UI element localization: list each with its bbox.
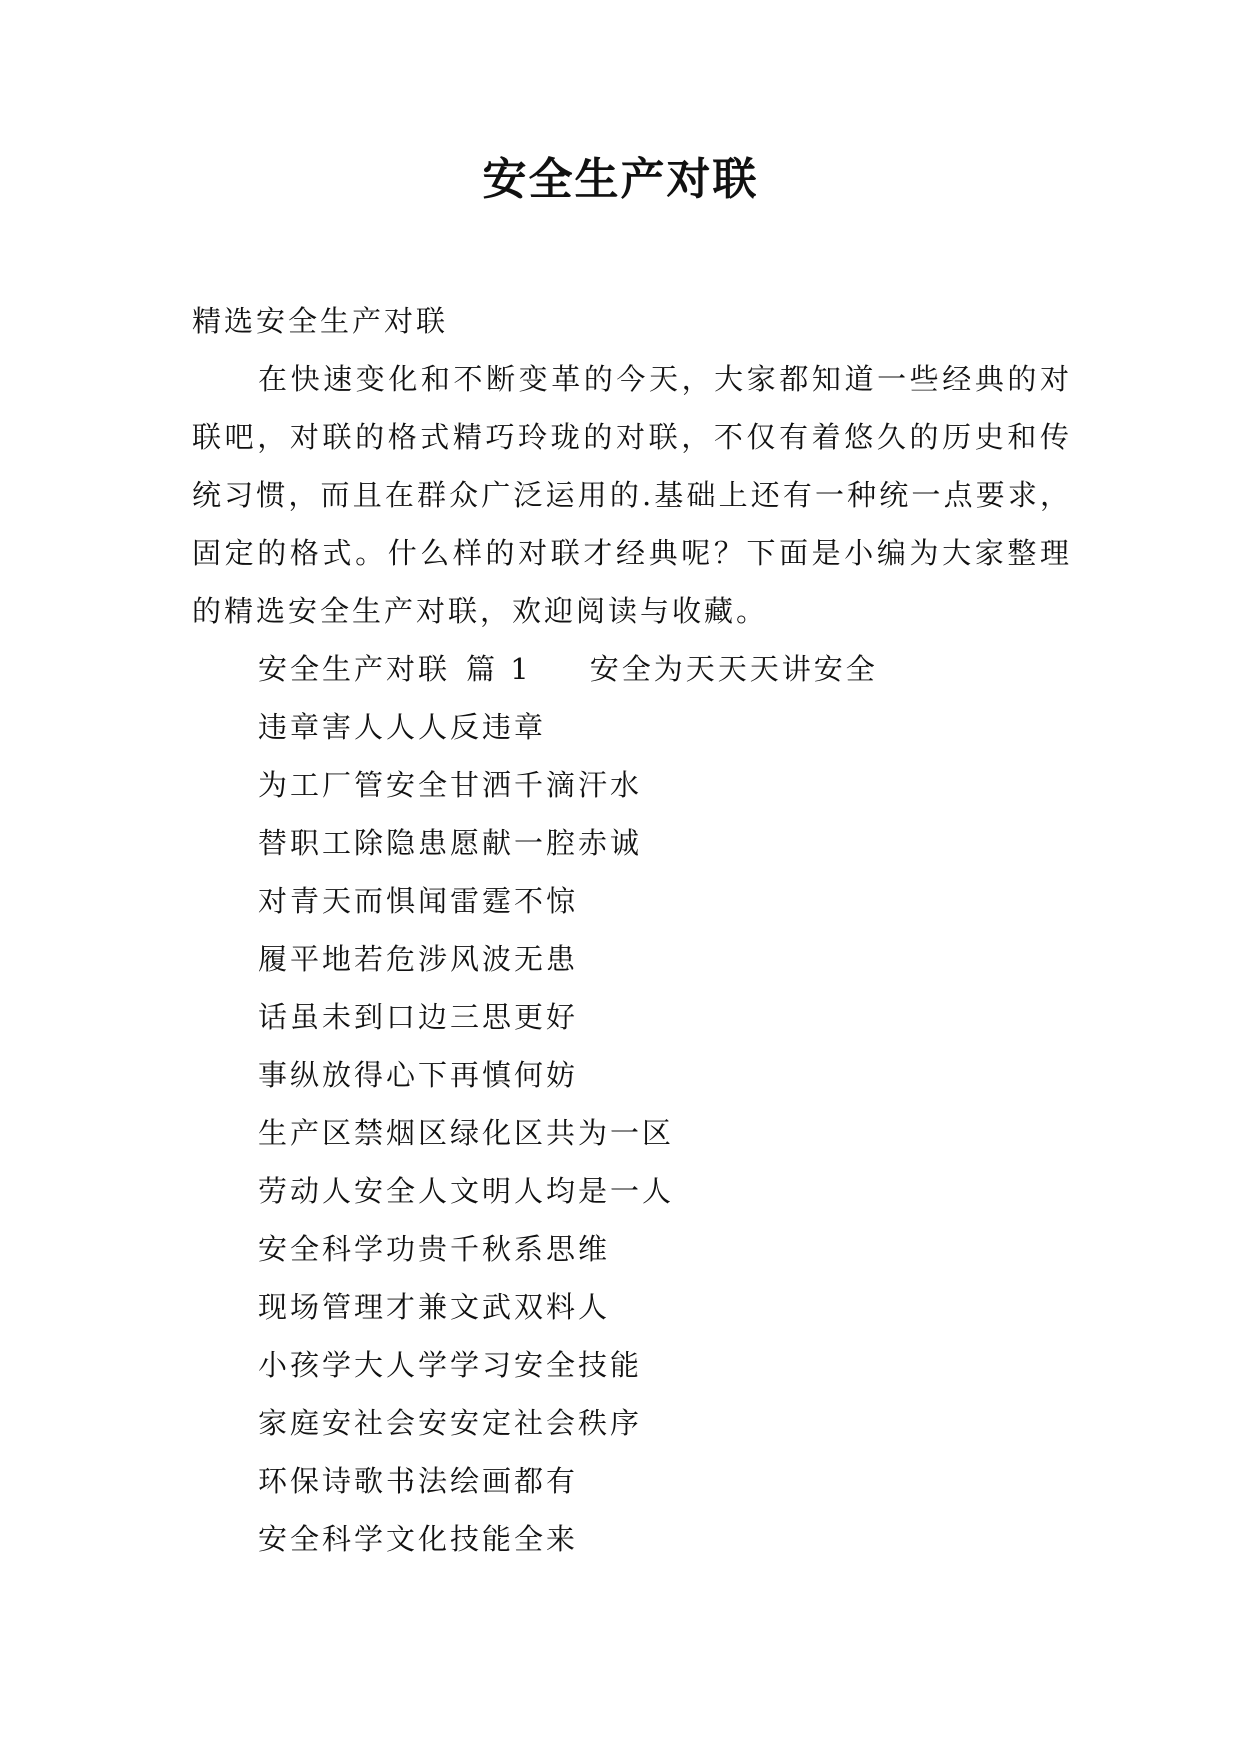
couplet-line: 替职工除隐患愿献一腔赤诚 <box>258 826 643 860</box>
couplet-line: 现场管理才兼文武双料人 <box>258 1290 611 1324</box>
couplet-line: 环保诗歌书法绘画都有 <box>258 1464 579 1498</box>
couplet-line: 小孩学大人学学习安全技能 <box>258 1348 643 1382</box>
couplet-line: 违章害人人人反违章 <box>258 710 547 744</box>
couplet-line: 家庭安社会安安定社会秩序 <box>258 1406 643 1440</box>
couplet-list <box>192 640 1072 1568</box>
couplet-line: 事纵放得心下再慎何妨 <box>258 1058 579 1092</box>
couplet-line: 安全科学功贵千秋系思维 <box>258 1232 611 1266</box>
couplet-line: 安全科学文化技能全来 <box>258 1522 579 1556</box>
couplet-line: 履平地若危涉风波无患 <box>258 942 579 976</box>
couplet-line: 对青天而惧闻雷霆不惊 <box>258 884 579 918</box>
section-heading-line <box>258 640 1072 698</box>
document-subtitle: 精选安全生产对联 <box>192 304 449 338</box>
couplet-line: 安全为天天天讲安全 <box>589 652 878 686</box>
section-heading: 安全生产对联 <box>258 652 451 686</box>
couplet-line: 劳动人安全人文明人均是一人 <box>258 1174 675 1208</box>
couplet-line: 为工厂管安全甘洒千滴汗水 <box>258 768 643 802</box>
couplet-line: 话虽未到口边三思更好 <box>258 1000 579 1034</box>
intro-paragraph: 在快速变化和不断变革的今天，大家都知道一些经典的对联吧，对联的格式精巧玲珑的对联，不仅有着悠久的历史和传统习惯，而且在群众广泛运用的.基础上还有一种统一点要求，固定的格式。什么样的对联才经典呢？下面是小编为大家整理的精选安全生产对联，欢迎阅读与收藏。 <box>192 362 1072 628</box>
document-body <box>192 292 1072 1568</box>
section-number: 篇 1 <box>466 652 532 686</box>
document-title: 安全生产对联 <box>482 154 759 205</box>
couplet-line: 生产区禁烟区绿化区共为一区 <box>258 1116 675 1150</box>
